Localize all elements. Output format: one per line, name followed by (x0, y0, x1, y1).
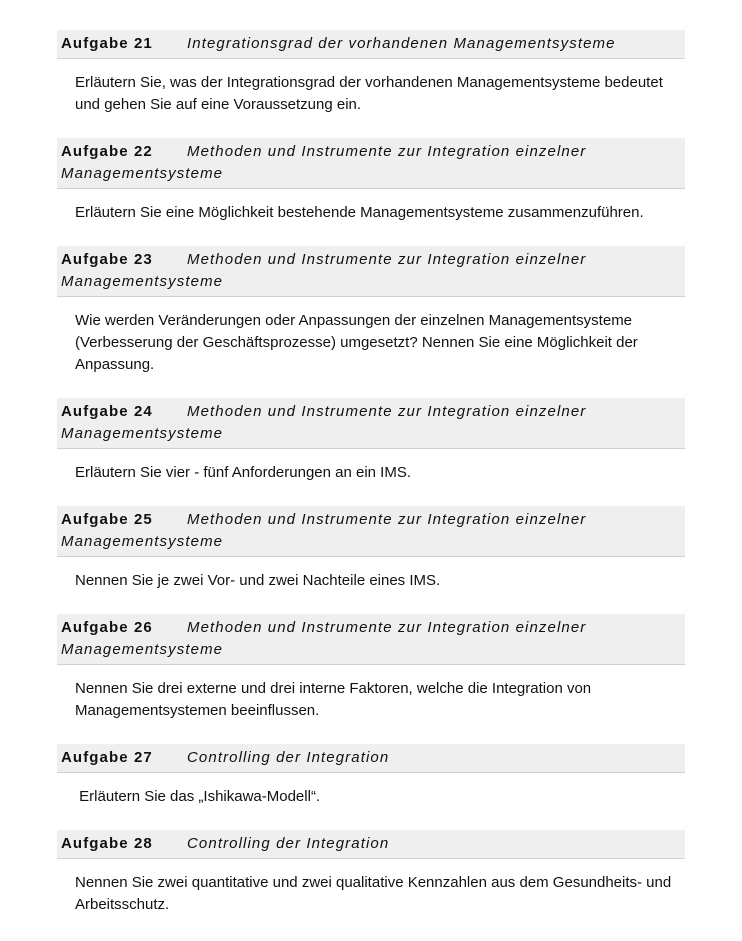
task-title: Methoden und Instrumente zur Integration einzelner Managementsysteme (61, 511, 587, 550)
task-text: Erläutern Sie vier - fünf Anforderungen an ein IMS. (75, 464, 412, 481)
task-heading (57, 246, 685, 297)
task-number: Aufgabe 24 (61, 403, 153, 420)
task-text: Erläutern Sie eine Möglichkeit bestehende Managementsysteme zusammenzuführen. (75, 204, 644, 221)
task-title: Controlling der Integration (187, 749, 390, 766)
task-text: Nennen Sie je zwei Vor- und zwei Nachteile eines IMS. (75, 572, 441, 589)
task-28 (57, 830, 685, 916)
task-heading (57, 506, 685, 557)
task-heading (57, 398, 685, 449)
task-title: Methoden und Instrumente zur Integration einzelner Managementsysteme (61, 403, 587, 442)
task-text: Erläutern Sie, was der Integrationsgrad der vorhandenen Managementsysteme bedeutet und gehen Sie auf eine Voraussetzung ein. (75, 74, 663, 113)
task-25 (57, 506, 685, 592)
task-number: Aufgabe 26 (61, 619, 153, 636)
task-text: Erläutern Sie das „Ishikawa-Modell“. (75, 788, 321, 805)
task-title: Methoden und Instrumente zur Integration einzelner Managementsysteme (61, 619, 587, 658)
task-number: Aufgabe 23 (61, 251, 153, 268)
task-number: Aufgabe 25 (61, 511, 153, 528)
task-text: Nennen Sie drei externe und drei interne Faktoren, welche die Integration von Managementsystemen beeinflussen. (75, 680, 592, 719)
task-title: Integrationsgrad der vorhandenen Managementsysteme (187, 35, 616, 52)
task-27 (57, 744, 685, 808)
task-21 (57, 30, 685, 116)
task-number: Aufgabe 21 (61, 35, 153, 52)
task-heading (57, 830, 685, 859)
task-number: Aufgabe 28 (61, 835, 153, 852)
task-23 (57, 246, 685, 376)
task-22 (57, 138, 685, 224)
task-heading (57, 30, 685, 59)
task-title: Methoden und Instrumente zur Integration einzelner Managementsysteme (61, 251, 587, 290)
task-number: Aufgabe 22 (61, 143, 153, 160)
task-heading (57, 744, 685, 773)
task-title: Controlling der Integration (187, 835, 390, 852)
task-heading (57, 138, 685, 189)
task-26 (57, 614, 685, 722)
task-text: Nennen Sie zwei quantitative und zwei qualitative Kennzahlen aus dem Gesundheits- und Arbeitsschutz. (75, 874, 672, 913)
task-list (57, 30, 685, 938)
task-heading (57, 614, 685, 665)
task-number: Aufgabe 27 (61, 749, 153, 766)
task-title: Methoden und Instrumente zur Integration einzelner Managementsysteme (61, 143, 587, 182)
task-text: Wie werden Veränderungen oder Anpassungen der einzelnen Managementsysteme (Verbesserung der Geschäftsprozesse) umgesetzt? Nennen Sie eine Möglichkeit der Anpassung. (75, 312, 638, 373)
task-24 (57, 398, 685, 484)
